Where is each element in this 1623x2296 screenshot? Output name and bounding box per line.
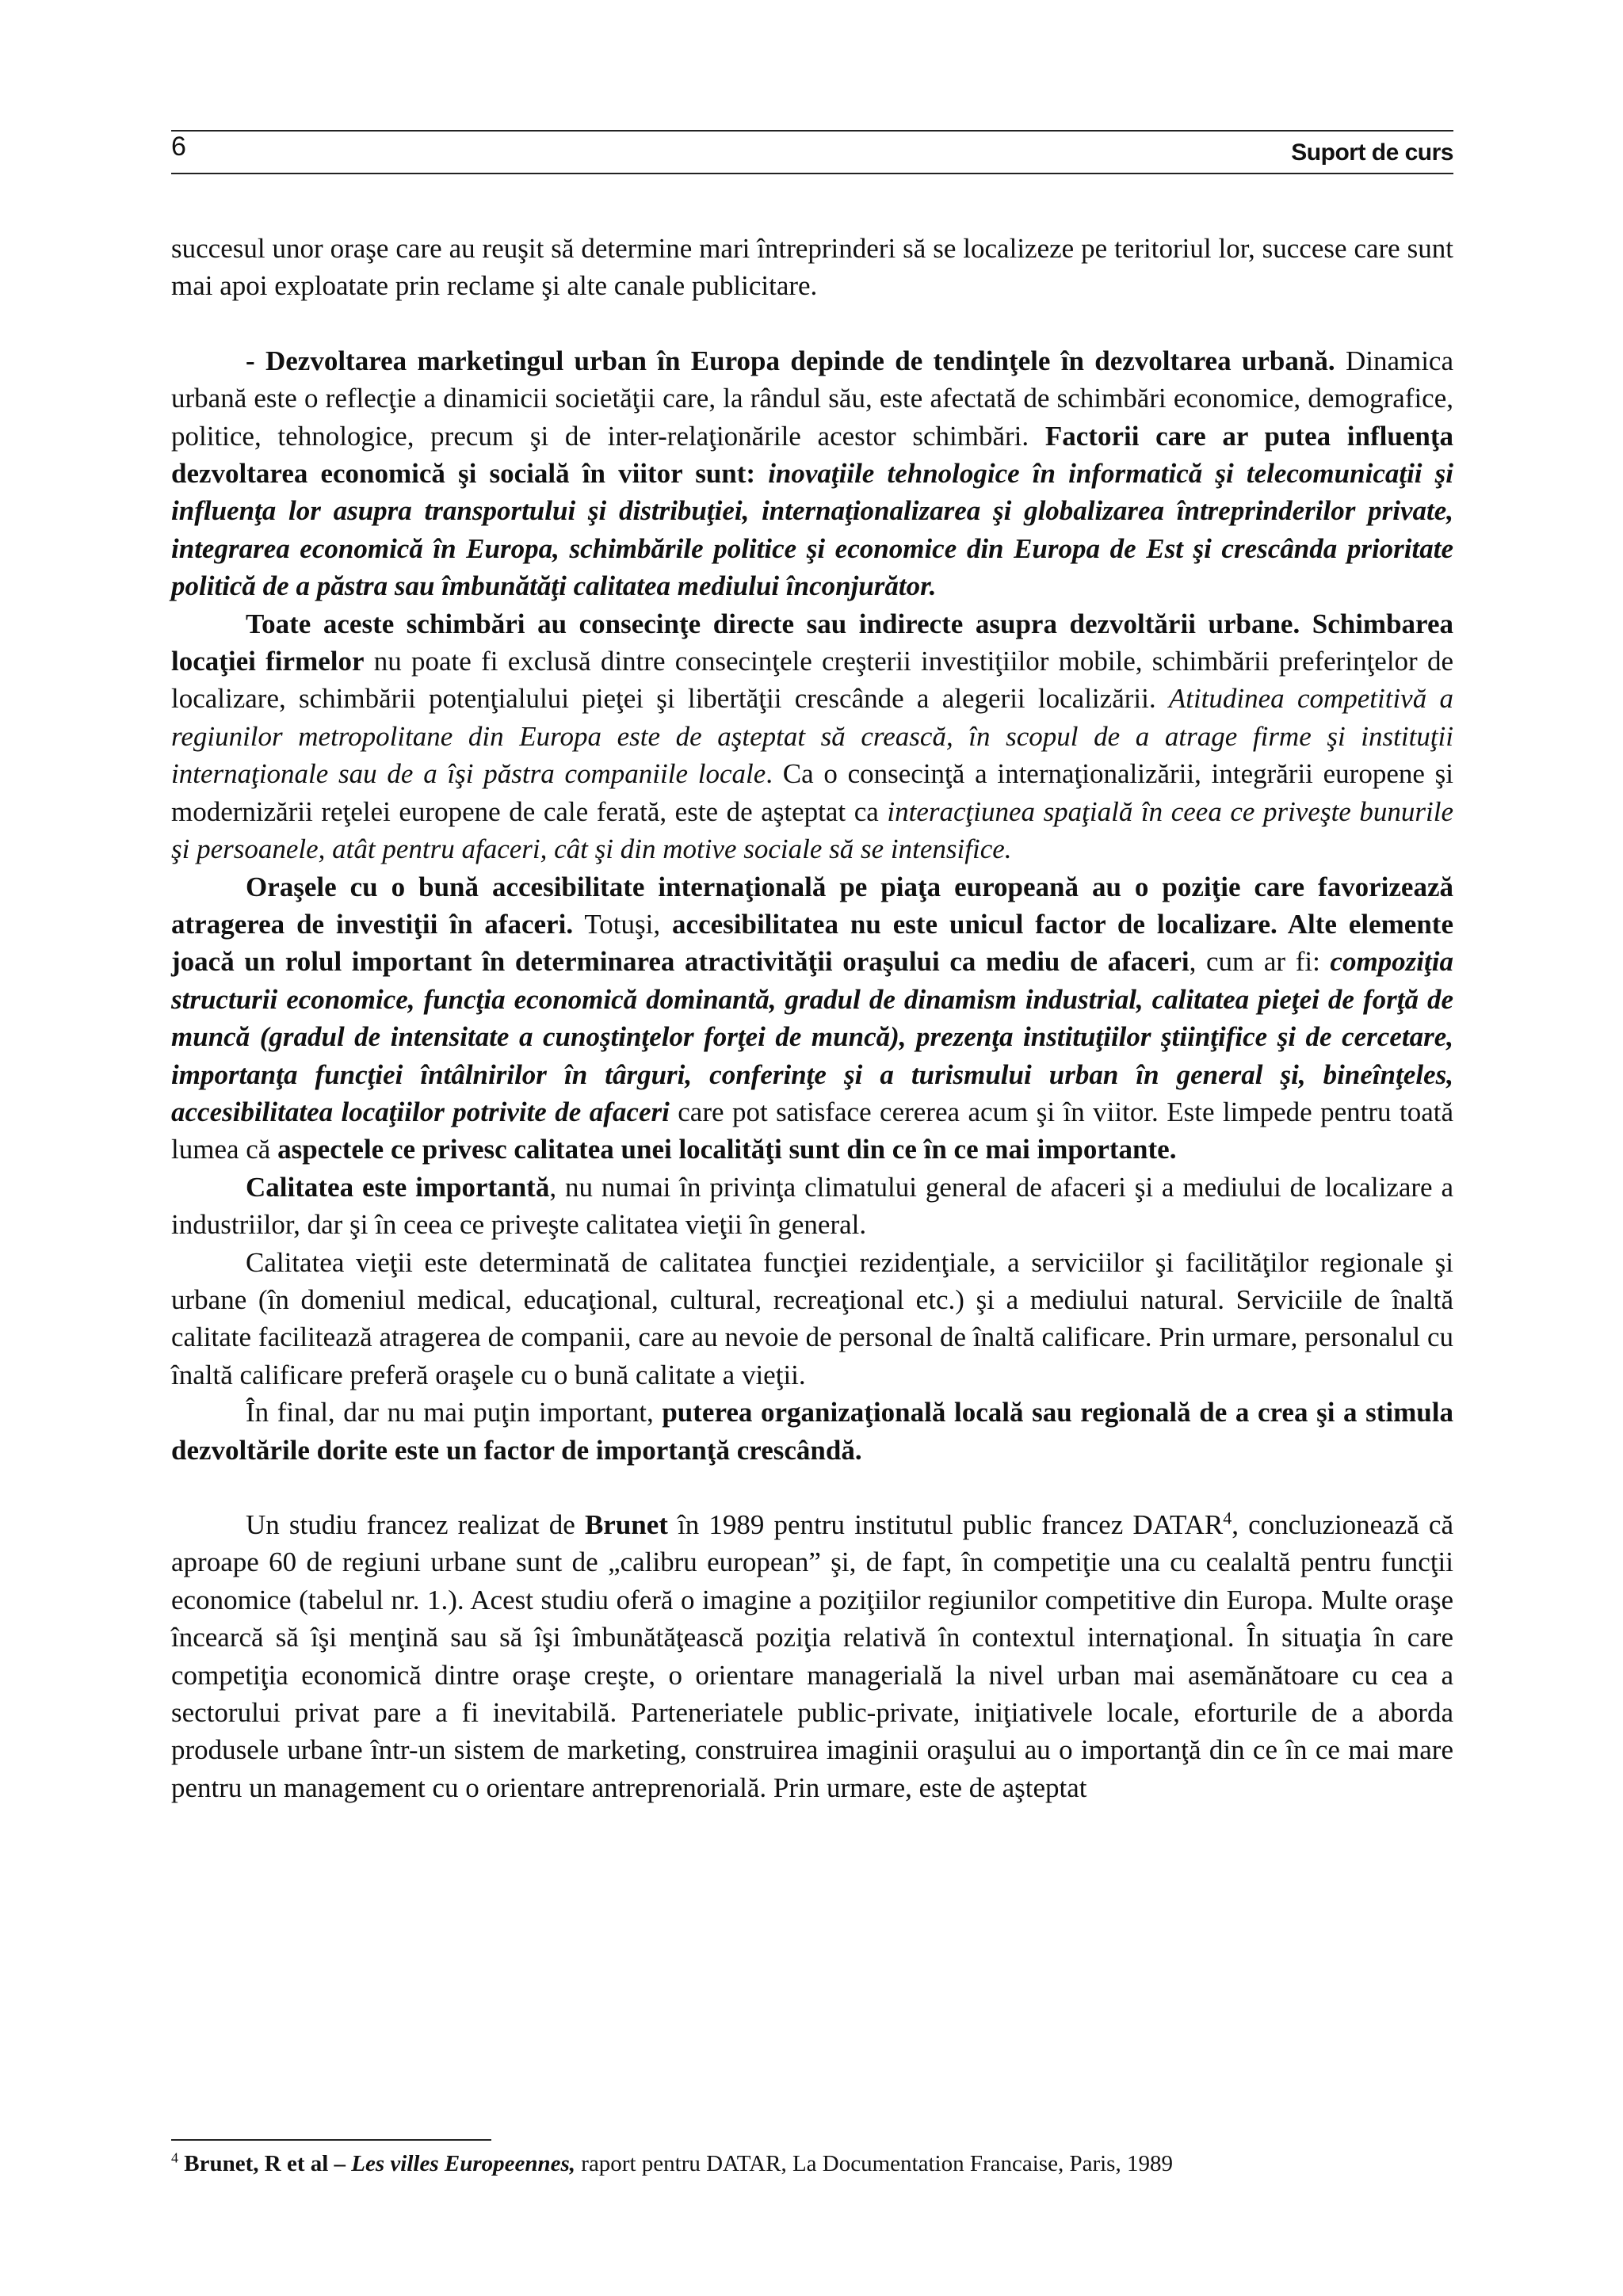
text-run: nu poate fi exclusă dintre consecinţele creşterii investiţiilor mobile, schimbării preferinţelor de localizare, schimbării potenţialului pieţei şi libertăţii crescânde a alegerii localizării. xyxy=(171,646,1453,715)
paragraph-6 xyxy=(171,1244,1453,1394)
paragraph-2 xyxy=(171,342,1453,605)
bold-run: Oraşele cu o bună accesibilitate internaţională pe piaţa europeană au o poziţie care favorizează atragerea de investiţii în afaceri. xyxy=(171,871,1453,940)
text-run: , nu numai în privinţa climatului general de afaceri şi a mediului de localizare a industriilor, dar şi în ceea ce priveşte calitatea vieţii în general. xyxy=(171,1171,1453,1241)
footnote xyxy=(171,2149,1453,2178)
text-run: Calitatea vieţii este determinată de calitatea funcţiei rezidenţiale, a serviciilor şi facilităţilor regionale şi urbane (în domeniul medical, educaţional, cultural, recreaţional etc.) şi a mediului natural. Serviciile de înaltă calitate facilitează atragerea de companii, care au nevoie de personal de înaltă calificare. Prin urmare, personalul cu înaltă calificare preferă oraşele cu o bună calitate a vieţii. xyxy=(171,1246,1453,1390)
bold-run: accesibilitatea nu este unicul factor de localizare. Alte elemente joacă un rolul important în determinarea atractivităţii oraşului ca mediu de afaceri xyxy=(171,908,1453,978)
paragraph-7 xyxy=(171,1394,1453,1469)
italic-run: Atitudinea competitivă a regiunilor metropolitane din Europa este de aşteptat să crească, în scopul de a atrage firme şi instituţii internaţionale sau de a îşi păstra companiile locale xyxy=(171,683,1453,790)
running-title: Suport de curs xyxy=(1291,139,1453,166)
text-run: În final, dar nu mai puţin important, xyxy=(246,1397,663,1428)
body-text xyxy=(171,230,1453,1806)
footnote-number: 4 xyxy=(171,2149,178,2166)
text-run: Dinamica urbană este o reflecţie a dinamicii societăţii care, la rândul său, este afectată de schimbări economice, demografice, politice, tehnologice, precum şi de inter-relaţionările acestor schimbări. xyxy=(171,345,1453,452)
italic-run: interacţiunea spaţială în ceea ce priveşte bunurile şi persoanele, atât pentru afaceri, cât şi din motive sociale să se intensifice. xyxy=(171,795,1453,865)
bold-italic-run: inovaţiile tehnologice în informatică şi telecomunicaţii şi influenţa lor asupra transportului şi distribuţiei, internaţionalizarea şi globalizarea întreprinderilor private, integrarea economică în Europa, schimbările politice şi economice din Europa de Est şi crescânda prioritate politică de a păstra sau îmbunătăţi calitatea mediului înconjurător. xyxy=(171,458,1453,602)
footnote-divider xyxy=(171,2139,491,2141)
bold-run: Brunet xyxy=(584,1509,668,1540)
text-run: succesul unor oraşe care au reuşit să determine mari întreprinderi să se localizeze pe teritoriul lor, succese care sunt mai apoi exploatate prin reclame şi alte canale publicitare. xyxy=(171,233,1453,302)
text-run: , concluzionează că aproape 60 de regiuni urbane sunt de „calibru european” şi, de fapt, în competiţie una cu cealaltă pentru funcţii economice (tabelul nr. 1.). Acest studiu oferă o imagine a poziţiilor regiunilor competitive din Europa. Multe oraşe încearcă să îşi menţină sau să îşi îmbunătăţească poziţia relativă în contextul internaţional. În situaţia în care competiţia economică dintre oraşe creşte, o orientare managerială la nivel urban mai asemănătoare cu cea a sectorului privat pare a fi inevitabilă. Parteneriatele public-private, iniţiativele locale, eforturile de a aborda produsele urbane într-un sistem de marketing, construirea imaginii oraşului au o importanţă din ce în ce mai mare pentru un management cu o orientare antreprenorială. Prin urmare, este de aşteptat xyxy=(171,1509,1453,1803)
bold-run: aspectele ce privesc calitatea unei localităţi sunt din ce în ce mai importante. xyxy=(277,1134,1177,1165)
text-run: Totuşi, xyxy=(573,908,673,940)
bold-italic-run: compoziţia structurii economice, funcţia economică dominantă, gradul de dinamism industrial, calitatea pieţei de forţă de muncă (gradul de intensitate a cunoştinţelor forţei de muncă), prezenţa instituţiilor ştiinţifice şi de cercetare, importanţa funcţiei întâlnirilor în târguri, conferinţe şi a turismului urban în general şi, bineînţeles, accesibilitatea locaţiilor potrivite de afaceri xyxy=(171,946,1453,1127)
paragraph-1 xyxy=(171,230,1453,305)
text-run: , cum ar fi: xyxy=(1189,946,1331,978)
bold-italic-run: Les villes Europeennes, xyxy=(351,2151,576,2176)
text-run: . Ca o consecinţă a internaţionalizării, integrării europene şi modernizării reţelei europene de cale ferată, este de aşteptat ca xyxy=(171,758,1453,827)
paragraph-8 xyxy=(171,1506,1453,1806)
text-run: Un studiu francez realizat de xyxy=(246,1509,585,1540)
page-number: 6 xyxy=(171,132,186,162)
footnote-reference[interactable]: 4 xyxy=(1223,1508,1232,1528)
paragraph-5 xyxy=(171,1169,1453,1244)
text-run: raport pentru DATAR, La Documentation Francaise, Paris, 1989 xyxy=(575,2151,1173,2176)
paragraph-4 xyxy=(171,868,1453,1169)
text-run: în 1989 pentru institutul public francez DATAR xyxy=(667,1509,1224,1540)
text-run: care pot satisface cererea acum şi în viitor. Este limpede pentru toată lumea că xyxy=(171,1096,1453,1165)
page-header xyxy=(171,130,1453,174)
bold-run: puterea organizaţională locală sau regională de a crea şi a stimula dezvoltările dorite este un factor de importanţă crescândă. xyxy=(171,1397,1453,1466)
bold-run: Toate aceste schimbări au consecinţe directe sau indirecte asupra dezvoltării urbane. Schimbarea locaţiei firmelor xyxy=(171,608,1453,677)
bold-run: Factorii care ar putea influenţa dezvoltarea economică şi socială în viitor sunt: xyxy=(171,420,1453,490)
bold-run: - Dezvoltarea marketingul urban în Europa depinde de tendinţele în dezvoltarea urbană. xyxy=(246,345,1335,376)
bold-run: Calitatea este importantă xyxy=(246,1171,550,1203)
paragraph-3 xyxy=(171,605,1453,868)
bold-run: Brunet, R et al – xyxy=(178,2151,352,2176)
